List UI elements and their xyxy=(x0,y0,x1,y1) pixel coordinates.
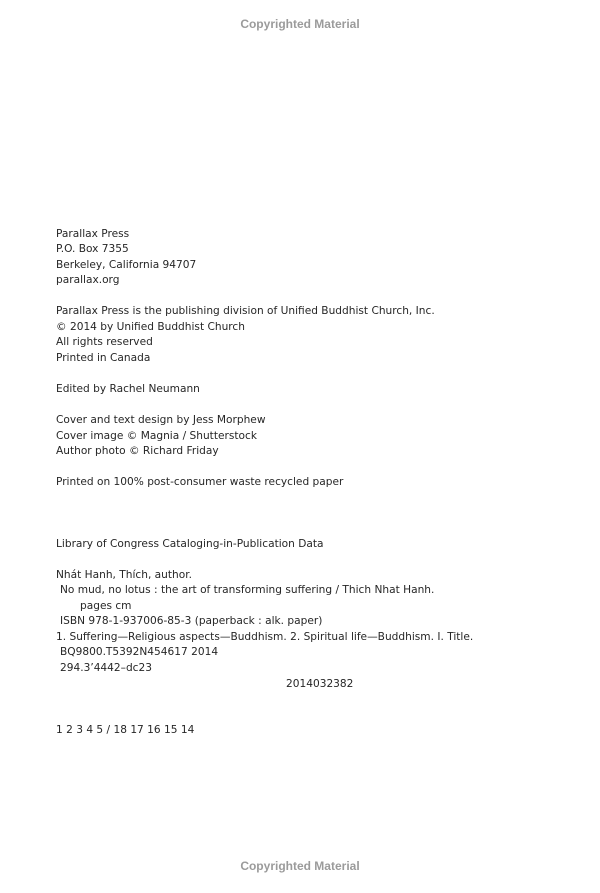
design-credit: Cover and text design by Jess Morphew xyxy=(56,414,266,426)
copyright-notice: © 2014 by Unified Buddhist Church xyxy=(56,321,245,333)
cip-author: Nhát Hanh, Thích, author. xyxy=(56,569,192,581)
publisher-division-note: Parallax Press is the publishing division of Unified Buddhist Church, Inc. xyxy=(56,305,435,317)
printed-in: Printed in Canada xyxy=(56,352,151,364)
cip-pages: pages cm xyxy=(80,600,132,612)
cip-title: No mud, no lotus : the art of transforming suffering / Thich Nhat Hanh. xyxy=(60,584,435,596)
author-photo-credit: Author photo © Richard Friday xyxy=(56,445,219,457)
cip-isbn: ISBN 978-1-937006-85-3 (paperback : alk. paper) xyxy=(60,615,323,627)
copyright-watermark-bottom: Copyrighted Material xyxy=(240,859,360,873)
publisher-website: parallax.org xyxy=(56,274,120,286)
cip-lc-class: BQ9800.T5392N454617 2014 xyxy=(60,646,219,658)
editor-credit: Edited by Rachel Neumann xyxy=(56,383,200,395)
copyright-watermark-top: Copyrighted Material xyxy=(240,17,360,31)
publisher-name: Parallax Press xyxy=(56,228,130,240)
paper-note: Printed on 100% post-consumer waste recycled paper xyxy=(56,476,344,488)
cip-heading: Library of Congress Cataloging-in-Publication Data xyxy=(56,538,324,550)
cover-image-credit: Cover image © Magnia / Shutterstock xyxy=(56,430,257,442)
cip-subjects: 1. Suffering—Religious aspects—Buddhism. 2. Spiritual life—Buddhism. I. Title. xyxy=(56,631,474,643)
publisher-po-box: P.O. Box 7355 xyxy=(56,243,129,255)
publisher-city: Berkeley, California 94707 xyxy=(56,259,197,271)
printing-line: 1 2 3 4 5 / 18 17 16 15 14 xyxy=(56,724,195,736)
cip-dewey: 294.3’4442–dc23 xyxy=(60,662,152,674)
rights-reserved: All rights reserved xyxy=(56,336,153,348)
cip-lccn: 2014032382 xyxy=(286,678,354,690)
